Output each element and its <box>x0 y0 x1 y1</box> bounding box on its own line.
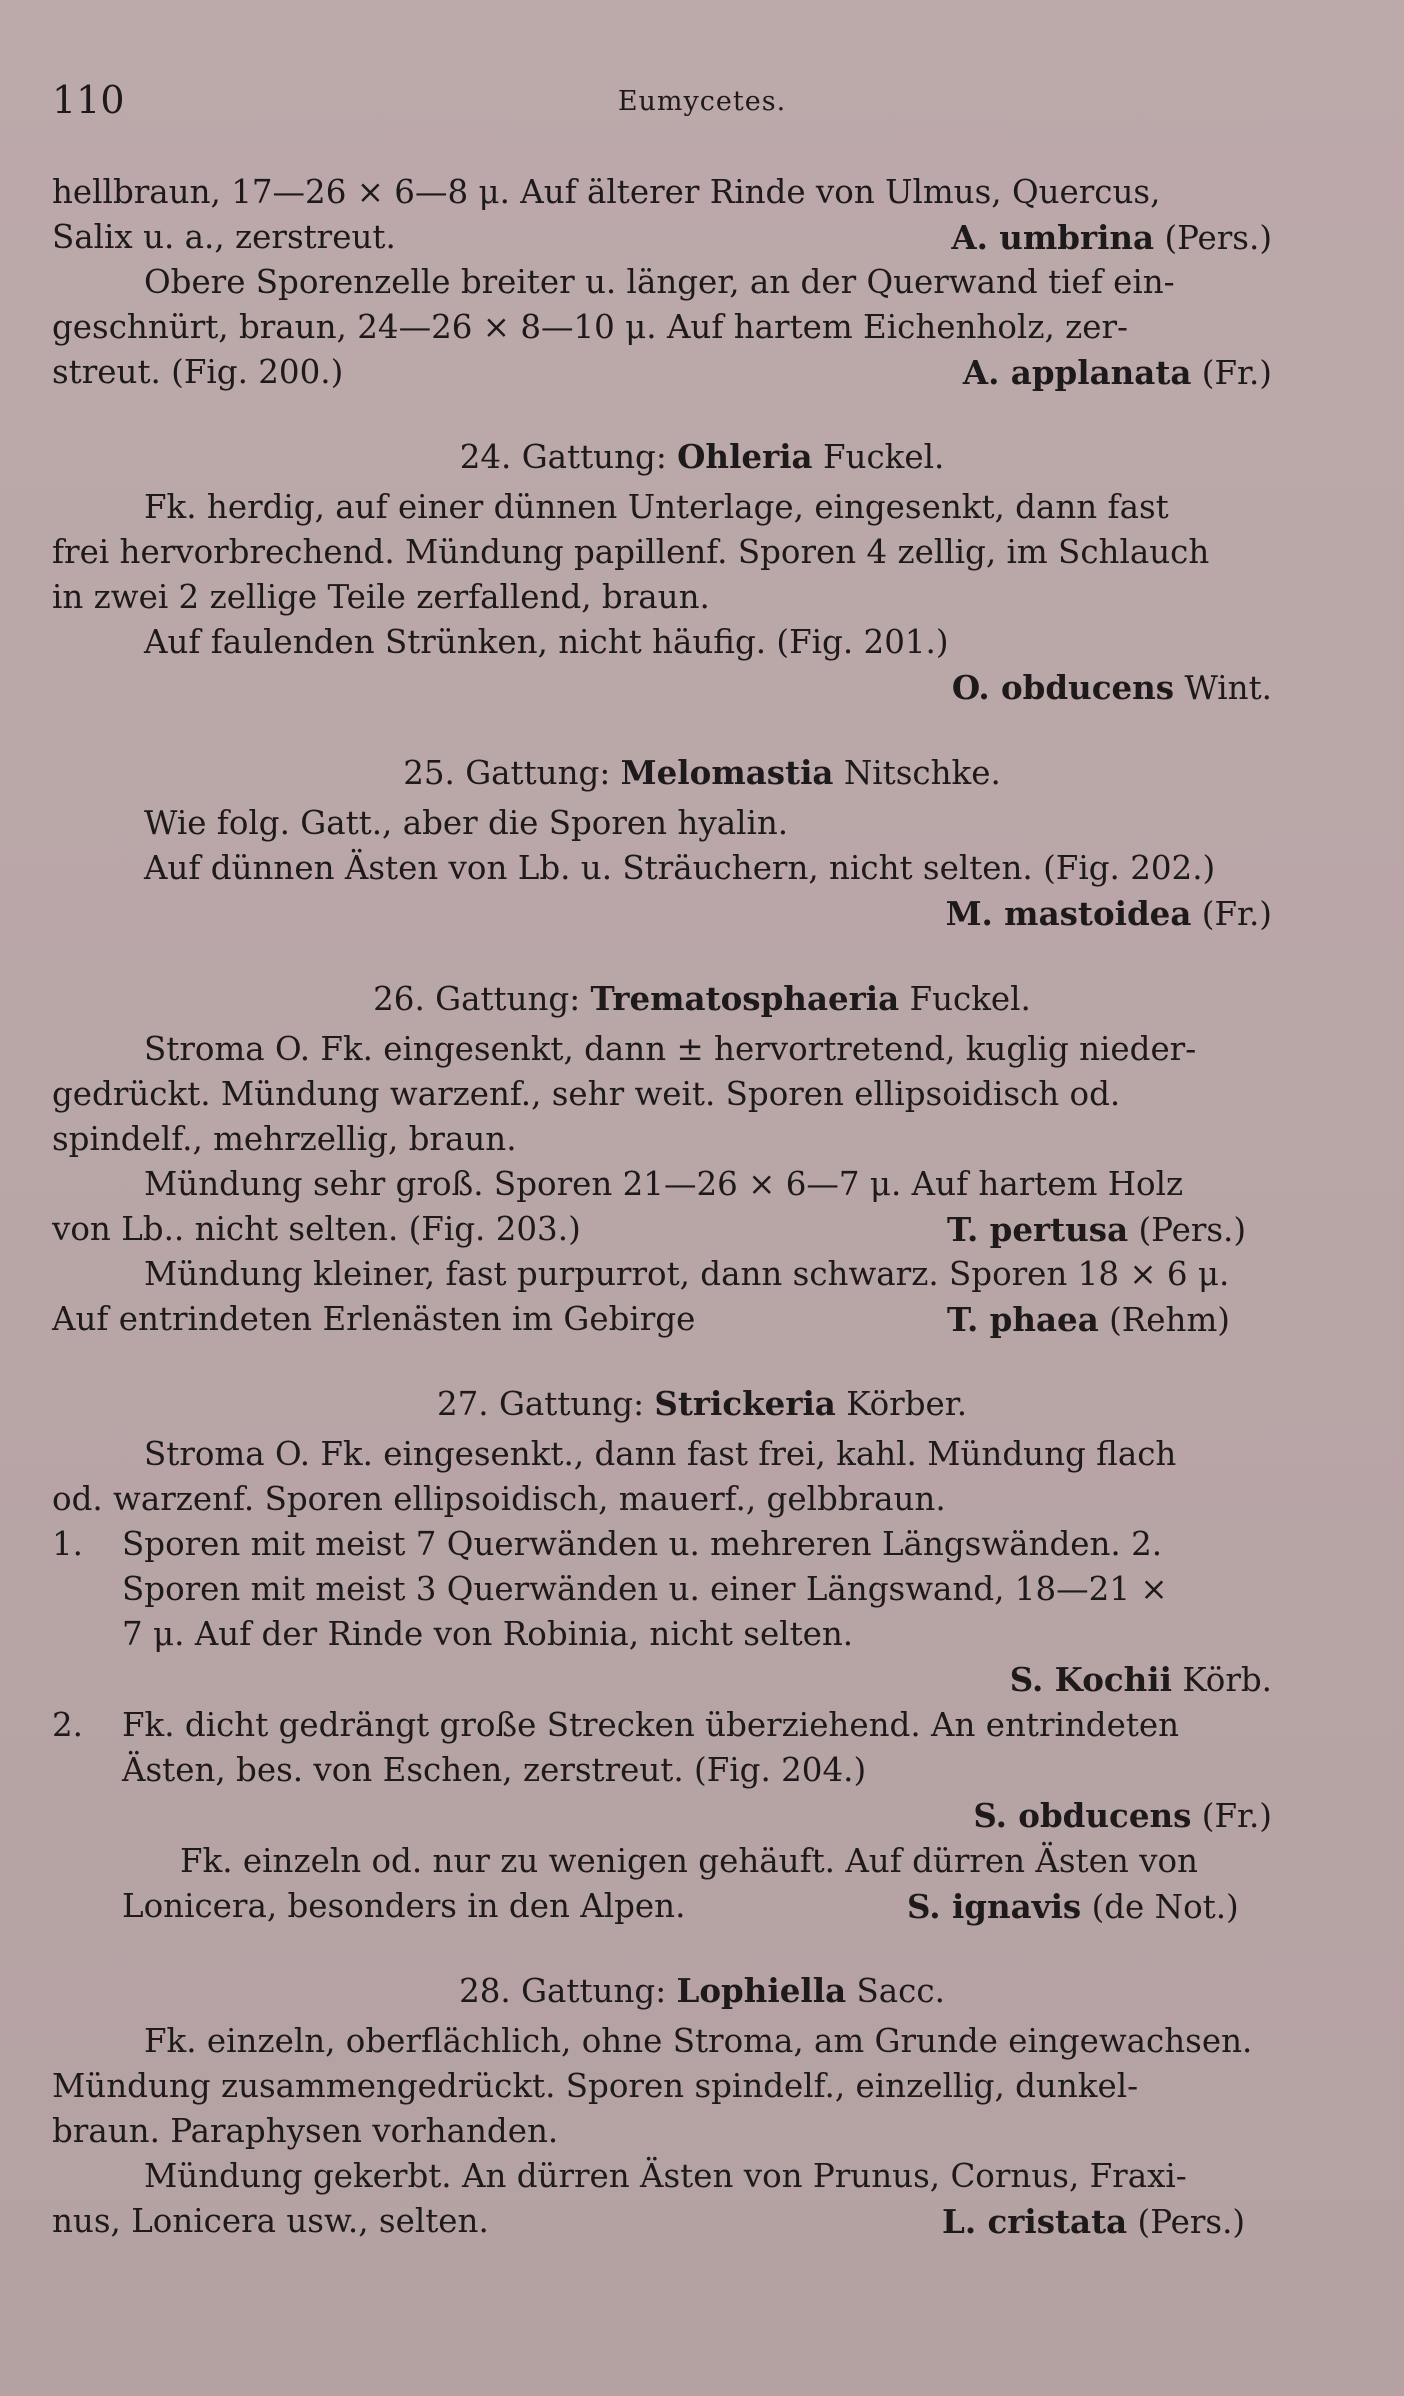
text-line <box>52 215 1352 260</box>
genus-name: Lophiella <box>676 1971 847 2010</box>
species-author: Wint. <box>1184 669 1272 707</box>
species-name <box>947 1297 1230 1343</box>
text-line: Mündung gekerbt. An dürren Ästen von Prunus, Cornus, Fraxi- <box>144 2157 1187 2195</box>
text-line: Fk. einzeln od. nur zu wenigen gehäuft. Auf dürren Ästen von <box>180 1842 1198 1880</box>
text-line: Mündung kleiner, fast purpurrot, dann schwarz. Sporen 18 × 6 μ. <box>144 1255 1230 1293</box>
genus-heading <box>52 971 1352 1027</box>
key-number: 1. <box>52 1525 84 1563</box>
genus-author: Fuckel. <box>822 438 945 476</box>
genus-number: 28. Gattung: <box>459 1972 667 2010</box>
genus-heading <box>52 1376 1352 1432</box>
text-line <box>52 350 1352 395</box>
text-line: Mündung zusammengedrückt. Sporen spindelf., einzellig, dunkel- <box>52 2067 1139 2105</box>
species-name <box>951 215 1272 261</box>
text-line: Auf faulenden Strünken, nicht häufig. (Fig. 201.) <box>144 623 949 661</box>
genus-number: 27. Gattung: <box>436 1385 645 1423</box>
genus-heading <box>52 429 1352 485</box>
key-number: 2. <box>52 1706 84 1744</box>
genus-name: Ohleria <box>677 437 813 476</box>
species-name <box>52 1657 1352 1703</box>
genus-author: Fuckel. <box>909 980 1031 1018</box>
text-line: frei hervorbrechend. Mündung papillenf. Sporen 4 zellig, im Schlauch <box>52 533 1210 571</box>
genus-number: 25. Gattung: <box>403 754 611 792</box>
text-line: Sporen mit meist 3 Querwänden u. einer Längswand, 18—21 × <box>122 1570 1168 1608</box>
species-name <box>52 665 1352 711</box>
text-line: hellbraun, 17—26 × 6—8 μ. Auf älterer Rinde von Ulmus, Quercus, <box>52 173 1161 211</box>
text-line: Auf dünnen Ästen von Lb. u. Sträuchern, nicht selten. (Fig. 202.) <box>144 849 1216 887</box>
genus-heading <box>52 745 1352 801</box>
species-author: (Pers.) <box>1164 219 1272 257</box>
line-text: von Lb.. nicht selten. (Fig. 203.) <box>52 1210 581 1248</box>
species-name <box>947 1207 1246 1253</box>
genus-author: Körber. <box>846 1385 968 1423</box>
text-line: 7 μ. Auf der Rinde von Robinia, nicht selten. <box>122 1615 854 1653</box>
species-epithet: L. cristata <box>942 2202 1128 2241</box>
species-epithet: O. obducens <box>951 668 1175 707</box>
species-author: (de Not.) <box>1091 1888 1239 1926</box>
genus-author: Sacc. <box>856 1972 945 2010</box>
species-name <box>52 891 1352 937</box>
line-text: Auf entrindeten Erlenästen im Gebirge <box>52 1300 696 1338</box>
species-epithet: S. Kochii <box>1009 1660 1172 1699</box>
genus-number: 24. Gattung: <box>459 438 667 476</box>
key-text: Fk. dicht gedrängt große Strecken überziehend. An entrindeten <box>122 1706 1180 1744</box>
species-epithet: S. ignavis <box>907 1887 1082 1926</box>
species-epithet: S. obducens <box>973 1796 1192 1835</box>
key-item <box>52 1703 1352 1748</box>
text-line: in zwei 2 zellige Teile zerfallend, braun. <box>52 578 710 616</box>
text-line: spindelf., mehrzellig, braun. <box>52 1120 517 1158</box>
species-author: Körb. <box>1182 1661 1272 1699</box>
species-epithet: M. mastoidea <box>945 894 1192 933</box>
line-text: Salix u. a., zerstreut. <box>52 218 396 256</box>
page-body <box>52 170 1352 2244</box>
genus-name: Strickeria <box>654 1384 836 1423</box>
species-author: (Pers.) <box>1138 1211 1247 1249</box>
text-line: Fk. herdig, auf einer dünnen Unterlage, eingesenkt, dann fast <box>144 488 1169 526</box>
text-line: braun. Paraphysen vorhanden. <box>52 2112 559 2150</box>
text-line: od. warzenf. Sporen ellipsoidisch, mauerf., gelbbraun. <box>52 1480 946 1518</box>
text-line <box>52 1207 1352 1252</box>
species-author: (Fr.) <box>1201 895 1272 933</box>
species-epithet: A. applanata <box>962 353 1192 392</box>
species-epithet: T. phaea <box>947 1300 1099 1339</box>
genus-name: Trematosphaeria <box>590 979 900 1018</box>
species-epithet: T. pertusa <box>947 1210 1129 1249</box>
genus-name: Melomastia <box>620 753 834 792</box>
text-line: Obere Sporenzelle breiter u. länger, an der Querwand tief ein- <box>144 263 1175 301</box>
text-line: Ästen, bes. von Eschen, zerstreut. (Fig. 204.) <box>122 1751 867 1789</box>
text-line: Mündung sehr groß. Sporen 21—26 × 6—7 μ. Auf hartem Holz <box>144 1165 1184 1203</box>
genus-author: Nitschke. <box>843 754 1001 792</box>
species-author: (Fr.) <box>1201 1797 1272 1835</box>
species-author: (Pers.) <box>1137 2203 1246 2241</box>
running-head: Eumycetes. <box>617 86 787 117</box>
text-line: Fk. einzeln, oberflächlich, ohne Stroma, am Grunde eingewachsen. <box>144 2022 1253 2060</box>
species-name <box>963 350 1272 396</box>
text-line: Stroma O. Fk. eingesenkt., dann fast frei, kahl. Mündung flach <box>144 1435 1177 1473</box>
line-text: Lonicera, besonders in den Alpen. <box>122 1887 686 1925</box>
text-line: Stroma O. Fk. eingesenkt, dann ± hervortretend, kuglig nieder- <box>144 1030 1197 1068</box>
genus-number: 26. Gattung: <box>373 980 581 1018</box>
species-author: (Rehm) <box>1109 1301 1230 1339</box>
page-header <box>52 78 1352 128</box>
genus-heading <box>52 1963 1352 2019</box>
species-author: (Fr.) <box>1201 354 1272 392</box>
species-epithet: A. umbrina <box>951 218 1155 257</box>
text-line <box>52 1297 1352 1342</box>
line-text: streut. (Fig. 200.) <box>52 353 344 391</box>
text-line: Wie folg. Gatt., aber die Sporen hyalin. <box>144 804 789 842</box>
species-name <box>942 2199 1245 2245</box>
page-number: 110 <box>52 78 125 122</box>
text-line <box>52 1884 1352 1929</box>
key-item <box>52 1522 1352 1567</box>
species-name <box>907 1884 1239 1930</box>
key-text: Sporen mit meist 7 Querwänden u. mehreren Längswänden. 2. <box>122 1525 1163 1563</box>
text-line: geschnürt, braun, 24—26 × 8—10 μ. Auf hartem Eichenholz, zer- <box>52 308 1128 346</box>
text-line <box>52 2199 1352 2244</box>
line-text: nus, Lonicera usw., selten. <box>52 2202 489 2240</box>
text-line: gedrückt. Mündung warzenf., sehr weit. Sporen ellipsoidisch od. <box>52 1075 1121 1113</box>
species-name <box>52 1793 1352 1839</box>
